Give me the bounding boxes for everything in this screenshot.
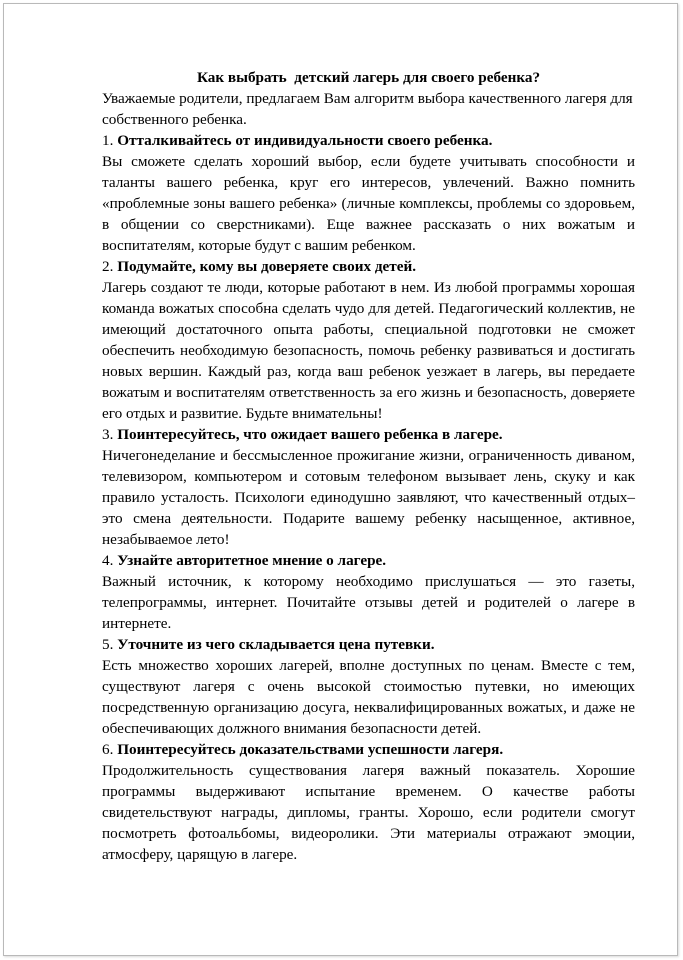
section-heading-text: Узнайте авторитетное мнение о лагере. bbox=[117, 552, 387, 569]
section-heading-text: Подумайте, кому вы доверяете своих детей. bbox=[117, 258, 417, 275]
section-number: 5. bbox=[102, 636, 114, 653]
section-heading-6 bbox=[102, 739, 635, 760]
section-heading-text: Уточните из чего складывается цена путевки. bbox=[117, 636, 435, 653]
section-body-5: Есть множество хороших лагерей, вполне доступных по ценам. Вместе с тем, существуют лагеря с очень высокой стоимостью путевки, но имеющих посредственную организацию досуга, неквалифицированных вожатых, и даже не обеспечивающих должного внимания безопасности детей. bbox=[102, 657, 635, 737]
section-body-3: Ничегонеделание и бессмысленное прожигание жизни, ограниченность диваном, телевизором, компьютером и сотовым телефоном вызывает лень, скуку и как правило усталость. Психологи единодушно заявляют, что качественный отдых– это смена деятельности. Подарите вашему ребенку насыщенное, активное, незабываемое лето! bbox=[102, 447, 635, 548]
document-title: Как выбрать детский лагерь для своего ребенка? bbox=[196, 69, 541, 86]
section-body-1: Вы сможете сделать хороший выбор, если будете учитывать способности и таланты вашего ребенка, круг его интересов, увлечений. Важно помнить «проблемные зоны вашего ребенка» (личные комплексы, проблемы со здоровьем, в общении со сверстниками). Еще важнее рассказать о них вожатым и воспитателям, которые будут с вашим ребенком. bbox=[102, 153, 635, 254]
section-number: 3. bbox=[102, 426, 114, 443]
section-body-4: Важный источник, к которому необходимо прислушаться — это газеты, телепрограммы, интернет. Почитайте отзывы детей и родителей о лагере в интернете. bbox=[102, 573, 635, 632]
section-heading-4 bbox=[102, 550, 635, 571]
section-body-6: Продолжительность существования лагеря важный показатель. Хорошие программы выдерживают испытание временем. О качестве работы свидетельствуют награды, дипломы, гранты. Хорошо, если родители смогут посмотреть фотоальбомы, видеоролики. Эти материалы отражают эмоции, атмосферу, царящую в лагере. bbox=[102, 762, 635, 863]
section-heading-3 bbox=[102, 424, 635, 445]
section-heading-2 bbox=[102, 256, 635, 277]
section-number: 6. bbox=[102, 741, 114, 758]
section-heading-5 bbox=[102, 634, 635, 655]
document-page bbox=[3, 3, 678, 956]
section-heading-1 bbox=[102, 130, 635, 151]
section-heading-text: Поинтересуйтесь, что ожидает вашего ребенка в лагере. bbox=[117, 426, 503, 443]
section-number: 2. bbox=[102, 258, 114, 275]
section-number: 1. bbox=[102, 132, 114, 149]
section-number: 4. bbox=[102, 552, 114, 569]
intro-paragraph: Уважаемые родители, предлагаем Вам алгоритм выбора качественного лагеря для собственного ребенка. bbox=[102, 90, 633, 128]
section-heading-text: Отталкивайтесь от индивидуальности своего ребенка. bbox=[117, 132, 493, 149]
section-body-2: Лагерь создают те люди, которые работают в нем. Из любой программы хорошая команда вожатых способна сделать чудо для детей. Педагогический коллектив, не имеющий достаточного опыта работы, специальной подготовки не сможет обеспечить необходимую безопасность, помочь ребенку развиваться и достигать новых вершин. Каждый раз, когда ваш ребенок уезжает в лагерь, вы передаете вожатым и воспитателям ответственность за его жизнь и безопасность, доверяете его отдых и развитие. Будьте внимательны! bbox=[102, 279, 635, 422]
section-heading-text: Поинтересуйтесь доказательствами успешности лагеря. bbox=[117, 741, 504, 758]
document-content bbox=[102, 67, 635, 865]
